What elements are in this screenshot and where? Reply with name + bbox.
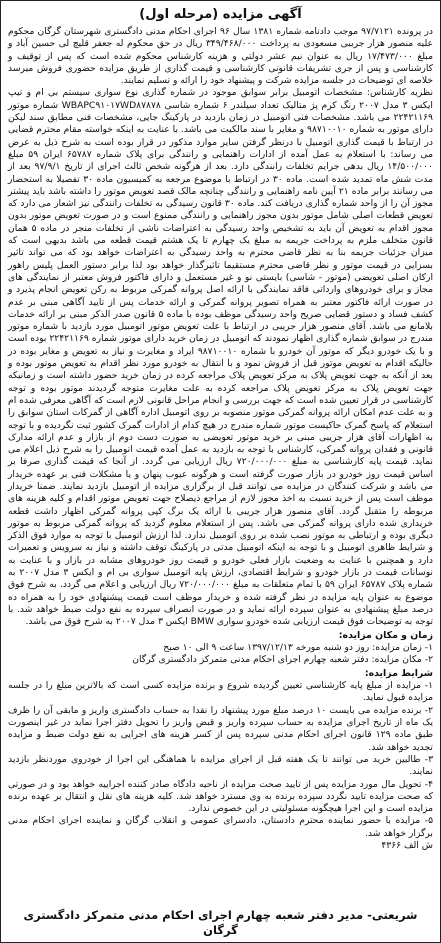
notice-title: آگهی مزایده (مرحله اول) xyxy=(139,7,302,22)
condition-4: ۴- تحویل مال مورد مزایده پس از تایید صحت مزایده از ناحیه دادگاه صادر کننده اجراییه خواهد بود و در صورتی که صحت مزایده تایید نگردد سپرده برنده به وی مسترد خواهد شد. کلیه هزینه های نقل و انتقال بر عهده برنده مزایده است و این اجرا هیچگونه مسئولیتی در این خصوص ندارد. xyxy=(8,778,433,815)
notice-code: ش الف ۴۳۶۶ xyxy=(381,840,433,851)
condition-2: ۲- برنده مزایده می بایست ۱۰ درصد مبلغ مورد پیشنهاد را نقدا به حساب دادگستری واریز و مابقی آن را ظرف یک ماه از تاریخ اجرای مزایده به حساب سپرده واریز و قبض واریز را تحویل دفتر اجرا نماید در غیر اینصورت طبق ماده ۱۲۹ قانون اجرای احکام مدنی سپرده پس از کسر هزینه های اجرایی به نفع دولت ضبط و مزایده تجدید خواهد شد. xyxy=(8,704,434,753)
conditions-heading: شرایط مزایده: xyxy=(364,667,433,679)
condition-3: ۳- طالبین خرید می توانند تا یک هفته قبل از اجرای مزایده با هماهنگی این اجرا از خودروی موردنظر بازدید نمایند. xyxy=(8,753,433,778)
intro-paragraph: در پرونده ۹۷/۷۱۲۱ موجب دادنامه شماره ۱۳۸۱ سال ۹۶ اجرای احکام مدنی دادگستری شهرستان گرگان محکوم علیه منصور هزار جریبی مسعودی به پرداخت ۳۴۹/۴۶۸/۰۰۰ ریال در حق محکوم له جعفر قلیچ لی حسین آباد و مبلغ ۱۷/۴۷۳/۰۰۰ ریال به عنوان نیم عشر دولتی و هزینه کارشناس محکوم شده است که پس از توقیف و کارشناسی و پس از جری تشریفات قانونی کارشناسی و قیمت گذاری از طریق مزایده حضوری فروش میرسد خلاصه ای توضیحات در جلسه مزایده شرکت و پیشنهاد خود را ارائه و تسلیم نمایند. xyxy=(8,26,433,87)
auction-place: ۲- مکان مزایده: دفتر شعبه چهارم اجرای احکام مدنی متمرکز دادگستری گرگان xyxy=(132,654,433,666)
expert-description: نظریه کارشناس: مشخصات اتومبیل برابر سوابق موجود در شماره گذاری نوع سواری سیستم بی ام و تیپ ایکس ۳ مدل ۲۰۰۷ رنگ کرم پژ متالیک تعداد سیلندر ۶ شماره شاسی WBAPC۹۱۰۱۷WD۸۷۸۷۸ شماره موتور ۲۲۴۲۱۱۶۹ می باشد. مشخصات فنی اتومبیل در زمان بازدید در پارکینگ جایی، مشخصات فنی مطابق سند لیکن دارای موتور به شماره ۹۸۷۱۰۰۱۰ و مغایر با سند مالکیت می باشد. با عنایت به اینکه خواسته مقام محترم قضایی در ارتباط با قیمت گذاری اتومبیل با درنظر گرفتن سایر موارد مذکور در قرار بوده است به شرح ذیل به عرض می رساند: با استعلام به عمل آمده از ادارات راهنمایی و رانندگی برای پلاک شماره ۶۵۷۸۷ ایران ۵۹ مبلغ ۱۴/۵۰۰/۰۰۰ ریال بدهی جرایم تخلفات رانندگی دارد. بعد از هرگونه شخص ثالث اجرای از تاریخ ۹۷/۹/۱ بعد از مدت شش ماه تمدید شده است. ماده ۳۰ در ارتباط با موضوع مرجعه به کمیسیون ماده ۳۰ تفصیلا به استحضار می رسانند برابر ماده ۲۱ آیین نامه راهنمایی و رانندگی چنانچه مالک قصد تعویض موتور را داشته باشد باید پیشتر مجوز آن را از واحد شماره گذاری دریافت کند. ماده ۳۰ قانون رسیدگی به تخلفات رانندگی نیز اشعار می دارد که تعویض قطعات اصلی شامل موتور بدون مجوز راهنمایی و رانندگی ممنوع است و در صورت تعویض موتور بدون مجوز اقدام به تعویض آن باید به تشخیص واحد رسیدگی به اعتراضات ناشی از تخلفات منجر در ماده ۵ همان قانون متخلف ملزم به پرداخت جریمه به مبلغ یک چهارم تا یک هشتم قیمت قطعه می باشد بدیهی است که میزان جزئیات جریمه بنا به نظر قاضی محترم به واحد رسیدگی به اعتراضات خواهد بود که می تواند تاثیر بسزایی در قیمت موتور و نظر قاضی محترم مستقیما تاثیرگذار خواهد بود لذا برابر دستور العمل پلیس راهور ارکان اصلی تعویضی (موتور - شاسی) بایستی نو و غیر مستعمل و دارای فاکتور فروش معتبر از نمایندگی های مجاز و برای خودروهای وارداتی فاقد نمایندگی با ارائه اصل پروانه گمرکی مربوط به رکن تعویض انجام پذیرد و در صورت ارائه فاکتور معتبر به همراه تصویر پروانه گمرکی و ارائه خدمات پس از تایید آگاهی مبنی بر عدم کشف فساد و دستور قضایی صریح واحد رسیدگی موظف بوده با ماده ۵ قانون صدر الذکر مبنی بر ارائه خدمات بلامانع می باشد. آقای منصور هزار جریبی در ارتباط با علت تعویض موتور اتومبیل مورد بازدید با شماره موتور مندرج در سوابق شماره گذاری اظهار نمودند که اتومبیل در زمان خرید دارای موتور شماره ۲۲۴۲۱۱۶۹ بوده است و با یک خودرو دیگر که موتور آن خودرو با شماره ۹۸۷۱۰۰۱۰ ایراد و مغایرت و نیاز به تعویض و مغایر بوده در حالیکه اقدام به تعویض موتور قبل از فروش نمود و با انتقال به خودرو مورد نظر اقدام به تعویض موتور بوده و بعد از آنکه به جهت تعویض پلاک به مرکز تعویض پلاک مراجعه کرده در زمان خرید حضور داشته است و زمانیکه جهت تعویض پلاک به مرکز تعویض پلاک مراجعه کرده به علت مغایرت متوجه گردیدند موتور بوده و توجه کارشناسی در قرار تعیین شده است که جهت بررسی و انجام مراحل قانونی لازم است که آگاهی معرفی شده ام و به علت عدم امکان ارائه پروانه گمرکی موتور منصوبه بر روی اتومبیل اداره آگاهی از گمرکات استان سوابق را استعلام که پاسخ گمرک حاکیست موتور شماره مندرج در هیچ کدام از ادارات گمرک کشور ثبت نگردیده و با توجه به اظهارات آقای هزار جریبی مبنی بر خرید موتور تعویضی به صورت دست دوم از بازار و عدم ارائه مدارک قانونی و فقدان پروانه گمرکی، کارشناس با توجه به بازدید به عمل آمده قیمت اتومبیل را به شرح ذیل اعلام می نماید. قیمت پایه کارشناسی به مبلغ ۷۲۰/۰۰۰/۰۰۰ ریال ارزیابی می گردد. از آنجا که قیمت گذاری صرفا بر اساس قیمت روز خودرو در بازار صورت گرفته است و هرگونه عیوب پنهان و یا مشکلات فنی بر عهده خریدار می باشد و شرکت کنندگان در مزایده می توانند قبل از برگزاری مزایده از اتومبیل بازدید نمایند. ضمنا خریدار موظف است پس از خرید نسبت به اخذ مجوز لازم از مراجع ذیصلاح جهت تعویض موتور اقدام و کلیه هزینه های مربوطه را متقبل گردد. آقای منصور هزار جریبی با ارائه یک برگ کپی پروانه گمرکی اظهار داشت قطعه خریداری شده دارای پروانه گمرکی می باشد. پس از استعلام معلوم گردید که پروانه گمرکی مربوط به موتور دیگری بوده و ارتباطی به موتور نصب شده بر روی اتومبیل ندارد. لذا ارزش اتومبیل با توجه به موارد فوق الذکر و شرایط ظاهری اتومبیل و با توجه به اینکه اتومبیل مدتی در پارکینگ توقف داشته و نیاز به سرویس و تعمیرات دارد و همچنین با عنایت به وضعیت بازار فعلی خودرو و قیمت روز خودروهای مشابه در بازار و با عنایت به نوسانات قیمت در بازار خودرو و شرایط اقتصادی، ارزش پایه اتومبیل سواری بی ام و ایکس ۳ مدل ۲۰۰۷ به شماره پلاک ۶۵۷۸۷ ایران ۵۹ با تمام متعلقات به مبلغ ۷۲۰/۰۰۰/۰۰۰ ریال ارزیابی و اعلام می گردد. به شرح فوق موضوع به عنوان پایه مزایده در نظر گرفته شده و خریدار موظف است قیمت پیشنهادی خود را به همراه ده درصد مبلغ پیشنهادی به عنوان سپرده ارائه نماید و در صورت انصراف سپرده به نفع دولت ضبط خواهد شد. با توجه به توضیحات فوق قیمت ارزیابی شده خودرو سواری BMW ایکس ۳ مدل ۲۰۰۷ به شرح فوق می باشد. xyxy=(8,87,434,628)
signature-line: شریعتی- مدیر دفتر شعبه چهارم اجرای احکام مدنی متمرکز دادگستری گرگان xyxy=(23,908,418,937)
condition-5: ۵- مزایده با حضور نماینده محترم دادستان، دادسرای عمومی و انقلاب گرگان و نماینده اجرای احکام مدنی برگزار خواهد شد. xyxy=(8,815,433,839)
condition-1: ۱- مزایده از مبلغ پایه کارشناسی تعیین گردیده شروع و برنده مزایده کسی است که بالاترین مبلغ را در جلسه مزایده قبول نماید. xyxy=(8,680,433,704)
time-place-heading: زمان و مکان مزایده: xyxy=(338,629,433,641)
auction-time: ۱- زمان مزایده: روز دو شنبه مورخه ۱۳۹۷/۱۲/۱۳ ساعت ۹ الی ۱۰ صبح xyxy=(163,642,433,654)
